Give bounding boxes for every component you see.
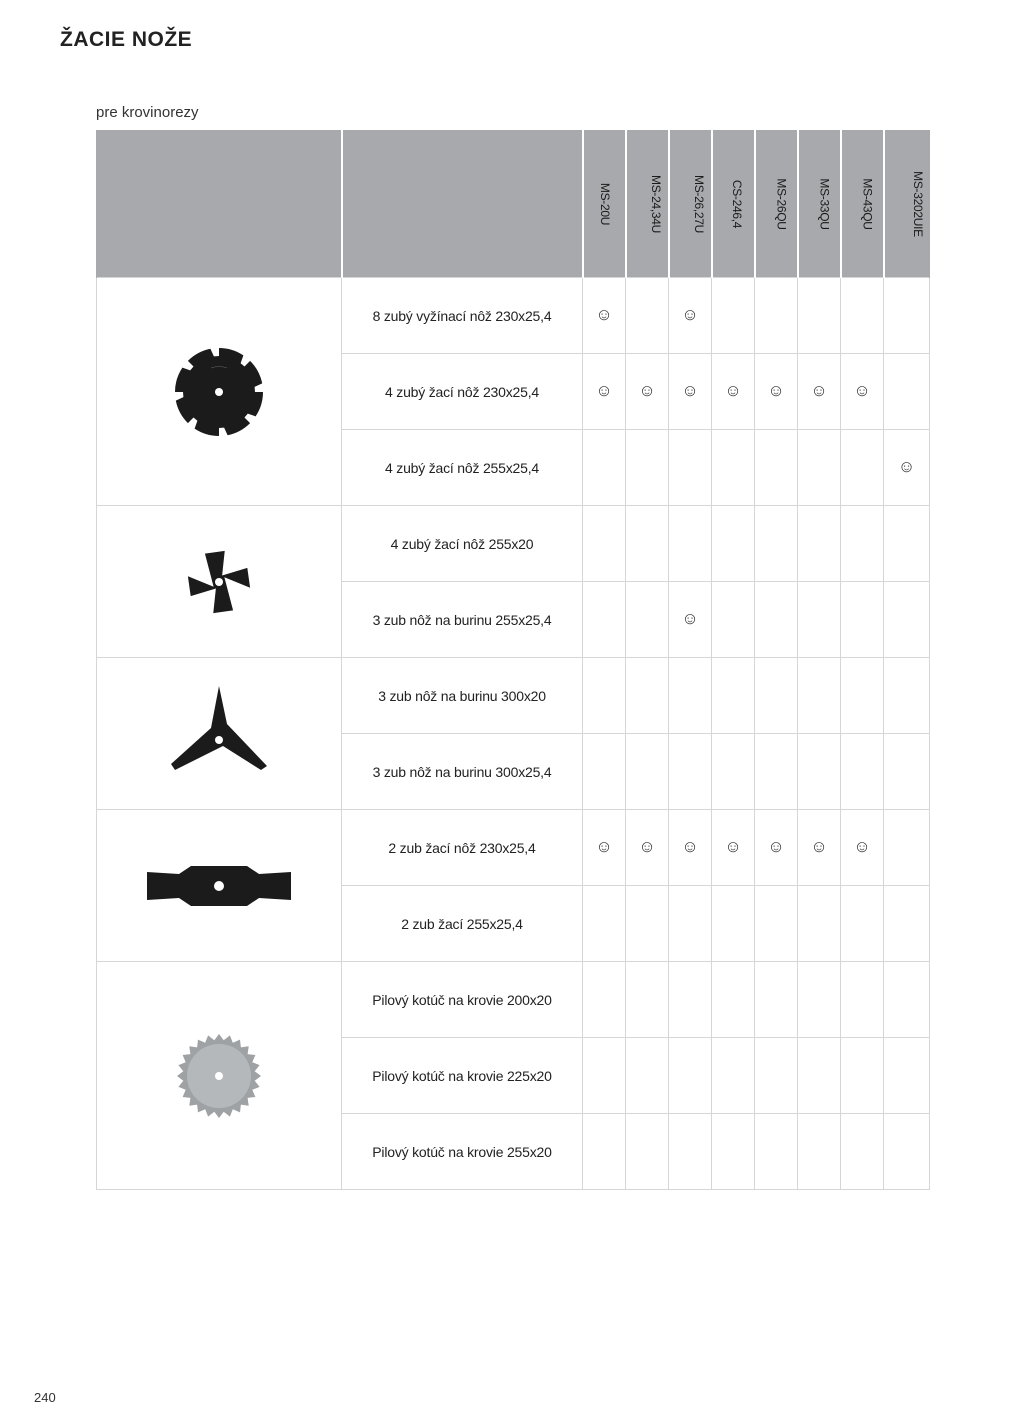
compatibility-cell	[841, 810, 884, 886]
compatibility-cell	[712, 506, 755, 582]
compatibility-cell	[798, 1114, 841, 1190]
compatibility-cell	[583, 1038, 626, 1114]
compatible-mark-icon: ☺	[638, 381, 656, 400]
compatibility-cell	[626, 658, 669, 734]
compatibility-cell	[669, 582, 712, 658]
page-number: 240	[34, 1390, 56, 1405]
compatibility-cell	[884, 962, 930, 1038]
compatible-mark-icon: ☺	[897, 457, 916, 476]
compatibility-cell	[669, 278, 712, 354]
compatibility-cell	[583, 658, 626, 734]
model-label: MS-3202UIE	[910, 170, 925, 237]
compatibility-cell	[669, 430, 712, 506]
compatibility-cell	[884, 582, 930, 658]
compatibility-cell	[884, 506, 930, 582]
compatible-mark-icon: ☺	[853, 381, 871, 400]
header-model	[669, 130, 712, 278]
product-name: 4 zubý žací nôž 255x25,4	[342, 430, 583, 506]
page-title: ŽACIE NOŽE	[60, 28, 193, 51]
compatible-mark-icon: ☺	[810, 381, 828, 400]
compatibility-cell	[712, 962, 755, 1038]
model-label: MS-43QU	[860, 177, 875, 230]
compatibility-cell	[841, 354, 884, 430]
product-name: 3 zub nôž na burinu 300x25,4	[342, 734, 583, 810]
header-name-cell	[342, 130, 583, 278]
compatibility-cell	[626, 430, 669, 506]
model-label: MS-33QU	[817, 177, 832, 230]
compatibility-cell	[669, 354, 712, 430]
compatibility-cell	[626, 962, 669, 1038]
product-name: Pilový kotúč na krovie 255x20	[342, 1114, 583, 1190]
compatibility-cell	[712, 1038, 755, 1114]
compatibility-cell	[798, 962, 841, 1038]
compatible-mark-icon: ☺	[638, 837, 656, 856]
compatible-mark-icon: ☺	[724, 381, 742, 400]
compatibility-cell	[884, 430, 930, 506]
compatibility-cell	[884, 1114, 930, 1190]
compatibility-cell	[798, 430, 841, 506]
header-model	[712, 130, 755, 278]
three-tooth-blade-icon	[164, 684, 274, 784]
compatibility-cell	[583, 810, 626, 886]
compatibility-cell	[884, 354, 930, 430]
compatibility-cell	[798, 658, 841, 734]
compatibility-cell	[712, 810, 755, 886]
product-name: 4 zubý žací nôž 230x25,4	[342, 354, 583, 430]
compatibility-cell	[798, 506, 841, 582]
model-label: MS-26QU	[774, 177, 789, 230]
compatibility-cell	[583, 354, 626, 430]
table-row	[97, 810, 930, 886]
compatibility-cell	[755, 1038, 798, 1114]
compatibility-cell	[755, 658, 798, 734]
compatibility-cell	[626, 354, 669, 430]
compatibility-cell	[884, 810, 930, 886]
product-image-cell	[97, 278, 342, 506]
eight-tooth-blade-icon	[169, 342, 269, 442]
compatibility-cell	[583, 734, 626, 810]
compatible-mark-icon: ☺	[767, 381, 785, 400]
compatibility-cell	[626, 1114, 669, 1190]
compatibility-cell	[583, 886, 626, 962]
compatibility-cell	[583, 582, 626, 658]
header-model	[583, 130, 626, 278]
compatibility-cell	[669, 658, 712, 734]
compatibility-cell	[755, 1114, 798, 1190]
compatible-mark-icon: ☺	[595, 381, 613, 400]
compatibility-cell	[712, 1114, 755, 1190]
compatible-mark-icon: ☺	[724, 837, 742, 856]
compatibility-cell	[755, 354, 798, 430]
compatibility-cell	[841, 962, 884, 1038]
table-row	[97, 658, 930, 734]
compatibility-cell	[798, 1038, 841, 1114]
model-label: MS-26,27U	[691, 174, 706, 233]
compatibility-cell	[712, 354, 755, 430]
compatibility-cell	[669, 1114, 712, 1190]
product-name: 2 zub žací nôž 230x25,4	[342, 810, 583, 886]
compatibility-cell	[841, 886, 884, 962]
header-model	[755, 130, 798, 278]
compatibility-cell	[798, 278, 841, 354]
compatibility-cell	[583, 962, 626, 1038]
compatibility-cell	[755, 810, 798, 886]
model-label: CS-246,4	[729, 179, 744, 228]
compatible-mark-icon: ☺	[681, 609, 699, 628]
compatibility-cell	[626, 886, 669, 962]
compatibility-cell	[798, 810, 841, 886]
compatibility-cell	[669, 886, 712, 962]
compatibility-cell	[583, 506, 626, 582]
compatibility-cell	[884, 734, 930, 810]
product-name: Pilový kotúč na krovie 200x20	[342, 962, 583, 1038]
compatibility-cell	[755, 506, 798, 582]
compatibility-cell	[712, 278, 755, 354]
header-model	[841, 130, 884, 278]
product-image-cell	[97, 962, 342, 1190]
compatibility-cell	[755, 430, 798, 506]
header-model	[626, 130, 669, 278]
compatible-mark-icon: ☺	[595, 305, 613, 324]
compatibility-cell	[798, 734, 841, 810]
table-row	[97, 506, 930, 582]
compatibility-cell	[583, 430, 626, 506]
compatibility-cell	[841, 658, 884, 734]
compatibility-cell	[626, 582, 669, 658]
compatibility-cell	[712, 734, 755, 810]
compatibility-cell	[884, 278, 930, 354]
table-row	[97, 278, 930, 354]
product-name: 8 zubý vyžínací nôž 230x25,4	[342, 278, 583, 354]
compatibility-cell	[712, 886, 755, 962]
compatibility-cell	[626, 1038, 669, 1114]
compatibility-cell	[626, 278, 669, 354]
product-image-cell	[97, 506, 342, 658]
compatible-mark-icon: ☺	[853, 837, 871, 856]
compatibility-cell	[841, 734, 884, 810]
compatibility-cell	[626, 734, 669, 810]
product-image-cell	[97, 658, 342, 810]
compatibility-cell	[626, 810, 669, 886]
compatibility-cell	[841, 1038, 884, 1114]
compatibility-table	[96, 130, 930, 1190]
compatibility-cell	[755, 582, 798, 658]
compatibility-cell	[712, 582, 755, 658]
compatibility-cell	[884, 658, 930, 734]
compatibility-cell	[841, 430, 884, 506]
table-row	[97, 962, 930, 1038]
compatibility-cell	[755, 278, 798, 354]
compatibility-cell	[669, 1038, 712, 1114]
compatible-mark-icon: ☺	[681, 305, 699, 324]
compatibility-cell	[884, 886, 930, 962]
four-tooth-blade-icon	[179, 542, 259, 622]
compatibility-cell	[583, 278, 626, 354]
compatibility-cell	[841, 1114, 884, 1190]
compatibility-cell	[669, 962, 712, 1038]
section-subtitle: pre krovinorezy	[96, 104, 199, 121]
model-label: MS-20U	[597, 182, 612, 225]
compatible-mark-icon: ☺	[681, 837, 699, 856]
product-name: 3 zub nôž na burinu 300x20	[342, 658, 583, 734]
compatibility-cell	[798, 582, 841, 658]
compatibility-cell	[884, 1038, 930, 1114]
compatibility-cell	[669, 506, 712, 582]
compatibility-cell	[712, 430, 755, 506]
product-name: 4 zubý žací nôž 255x20	[342, 506, 583, 582]
table-header-row	[97, 130, 930, 278]
compatibility-cell	[755, 886, 798, 962]
compatibility-cell	[798, 886, 841, 962]
header-model	[798, 130, 841, 278]
product-image-cell	[97, 810, 342, 962]
product-name: 3 zub nôž na burinu 255x25,4	[342, 582, 583, 658]
compatible-mark-icon: ☺	[681, 381, 699, 400]
two-tooth-blade-icon	[144, 861, 294, 911]
compatibility-cell	[583, 1114, 626, 1190]
header-model	[884, 130, 930, 278]
compatibility-cell	[798, 354, 841, 430]
compatible-mark-icon: ☺	[767, 837, 785, 856]
compatibility-cell	[755, 734, 798, 810]
compatible-mark-icon: ☺	[810, 837, 828, 856]
compatibility-cell	[626, 506, 669, 582]
saw-disc-icon	[174, 1031, 264, 1121]
product-name: 2 zub žací 255x25,4	[342, 886, 583, 962]
compatibility-cell	[712, 658, 755, 734]
compatibility-cell	[841, 582, 884, 658]
model-label: MS-24,34U	[648, 174, 663, 233]
header-image-cell	[97, 130, 342, 278]
compatibility-cell	[669, 734, 712, 810]
compatibility-cell	[841, 506, 884, 582]
compatibility-cell	[841, 278, 884, 354]
product-name: Pilový kotúč na krovie 225x20	[342, 1038, 583, 1114]
compatibility-cell	[669, 810, 712, 886]
compatibility-cell	[755, 962, 798, 1038]
compatible-mark-icon: ☺	[595, 837, 613, 856]
